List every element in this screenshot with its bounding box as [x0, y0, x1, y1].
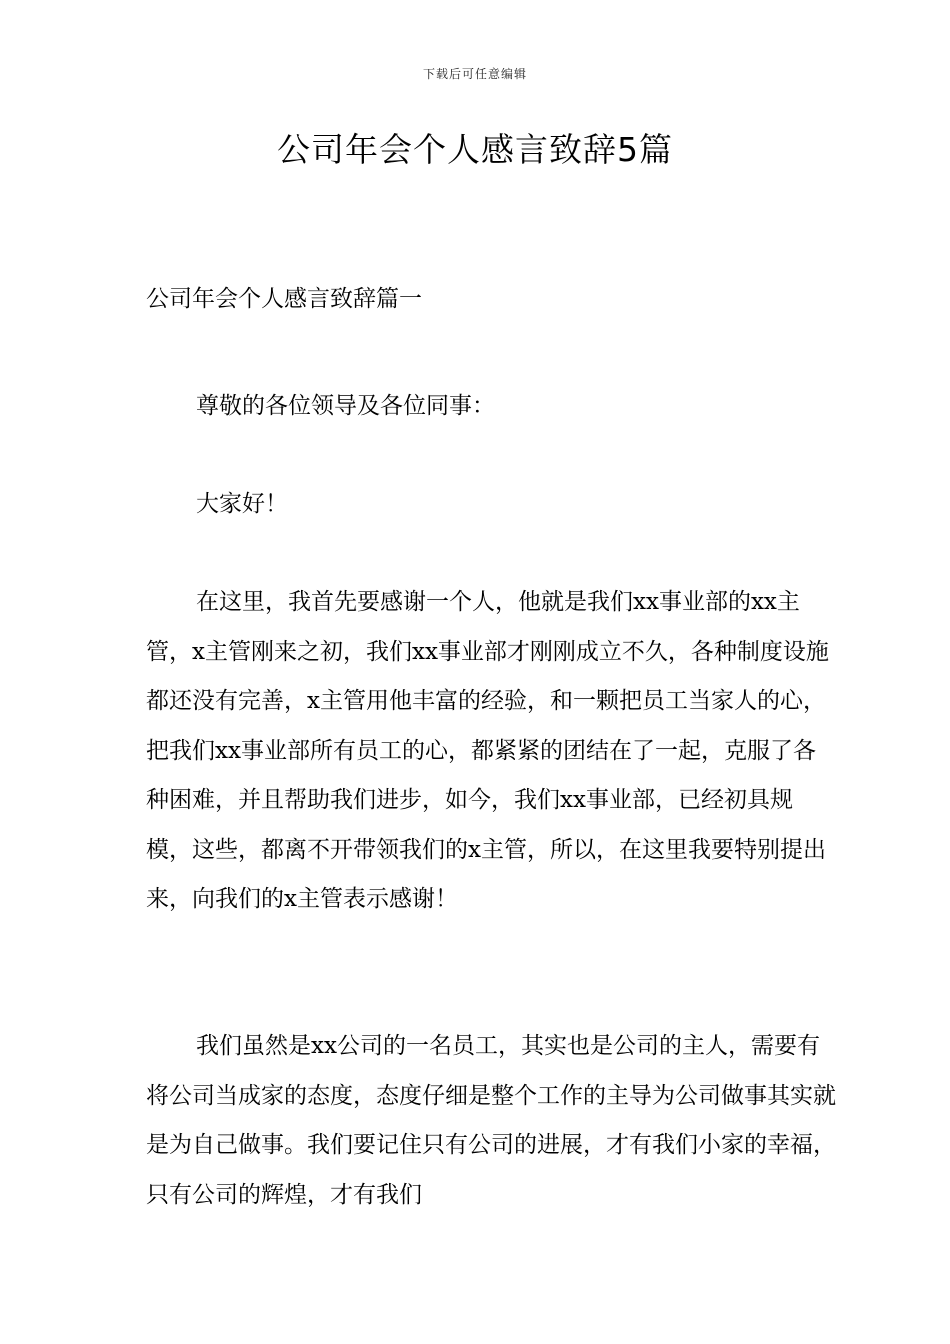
body-paragraph: 在这里，我首先要感谢一个人，他就是我们xx事业部的xx主管，x主管刚来之初，我们xx事业部才刚刚成立不久，各种制度设施都还没有完善，x主管用他丰富的经验，和一颗把员工当家人的心，把我们xx事业部所有员工的心，都紧紧的团结在了一起，克服了各种困难，并且帮助我们进步，如今，我们xx事业部，已经初具规模，这些，都离不开带领我们的x主管，所以，在这里我要特别提出来，向我们的x主管表示感谢！ [146, 589, 829, 912]
body-paragraph: 我们虽然是xx公司的一名员工，其实也是公司的主人，需要有将公司当成家的态度，态度仔细是整个工作的主导为公司做事其实就是为自己做事。我们要记住只有公司的进展，才有我们小家的幸福，只有公司的辉煌，才有我们 [146, 1033, 836, 1208]
document-title: 公司年会个人感言致辞5篇 [277, 130, 673, 169]
header-note: 下载后可任意编辑 [422, 67, 527, 81]
section-heading: 公司年会个人感言致辞篇一 [146, 286, 422, 312]
salutation-paragraph: 尊敬的各位领导及各位同事： [196, 393, 495, 419]
greeting-paragraph: 大家好！ [196, 491, 288, 517]
